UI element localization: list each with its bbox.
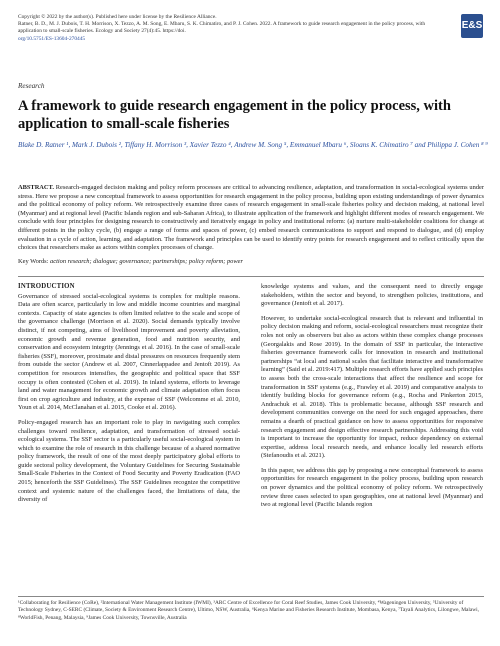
abstract-label: ABSTRACT. [18,184,54,191]
paragraph: However, to undertake social-ecological research that is relevant and influential in policy decision making and reform, social-ecological researchers must recognize their roles not only as observers but also as actors within these complex change processes (Georgalakis and Rose 2019). In the domain of SSF in particular, the interactive fisheries governance framework calls for innovation in research and institutional partnerships “at local and national scales that facilitate interactive and transformative learning” (Said et al. 2019:417). Multiple research efforts have applied such principles to assess both the cross-scale interactions that affect the resilience and scope for transformation in SSF systems (e.g., Frawley et al. 2019) and comparative analysis to identify building blocks for governance reform (e.g., Rocha and Pinkerton 2015, Andrachuk et al. 2018). This is problematic because, although SSF research and development communities converge on the need for such engaged approaches, there remains a dearth of practical guidance on how to assess opportunities for responsive research engagement and design effective research partnerships. Addressing this void is important to increase the opportunity for impact, reduce dependency on external expertise, address local research needs, and enhance locally led research efforts (Stefanoudis et al. 2021). [261,314,483,460]
author-list[interactable]: Blake D. Ratner ¹, Mark J. Dubois ², Tiffany H. Morrison ³, Xavier Tezzo ⁴, Andrew M. Song ⁵, Emmanuel Mbaru ⁶, Sloans K. Chimatiro ⁷ and Philippa J. Cohen ⁸ ⁹ [18,141,488,149]
section-label: Research [18,82,45,90]
citation-line: Ratner, B. D., M. J. Dubois, T. H. Morrison, X. Tezzo, A. M. Song, E. Mbaru, S. K. Chimatiro, and P. J. Cohen. 2022. A framework to guide research engagement in the policy process, with application to small-scale fisheries. Ecology and Society 27(4):45. https://doi. [18,21,426,35]
footnote-divider [18,596,484,597]
divider [18,276,484,277]
keywords-text: action research; dialogue; governance; partnerships; policy reform; power [50,258,243,265]
article-title: A framework to guide research engagement in the policy process, with application to small-scale fisheries [18,98,451,132]
paragraph: Governance of stressed social-ecological systems is complex for multiple reasons. Data are often scarce, particularly in low and middle income countries and marginal contexts. Capacity of state agencies is often limited relative to the scale and scope of the governance challenge (Morrison et al. 2020). Social demands typically involve distinct, if not competing, aims of livelihood improvement and poverty alleviation, economic growth and revenue generation, food and nutrition security, and conservation and ecosystem integrity (Jennings et al. 2016). In the case of small-scale fisheries (SSF), moreover, proximate and distal pressures on resources frequently stem from outside the sector (Andrew et al. 2007, Cinnerlappadee and Jentoft 2019). As competition for resources intensifies, the geographic and political space that SSF occupy is often contested (Cohen et al. 2019). In inland systems, efforts to leverage land and water management for economic growth and climate adaptation often focus first on crop agriculture and industry, at the expense of SSF (Welcomme et al. 2010, Youn et al. 2014, McClanahan et al. 2015, Cooke et al. 2016). [18,292,240,412]
affiliations-footnote: ¹Collaborating for Resilience (CoRe), ²International Water Management Institute (IWMI), ³ARC Centre of Excellence for Coral Reef Studies, James Cook University, ⁴Wageningen University, ⁵University of Technology Sydney, C-SERC (Climate, Society & Environment Research Centre), Ultimo, NSW, Australia, ⁶Kenya Marine and Fisheries Research Institute, Mombasa, Kenya, ⁷Tayali Analytics, Lilongwe, Malawi, ⁸WorldFish, Penang, Malaysia, ⁹James Cook University, Townsville, Australia [18,600,480,621]
journal-logo: E&S [461,14,483,38]
citation-header [18,14,438,43]
introduction-heading: INTRODUCTION [18,283,75,290]
paragraph: In this paper, we address this gap by proposing a new conceptual framework to assess opportunities for research engagement in the policy process, building upon research on power dynamics and the political economy of policy reform. We retrospectively review three cases selected to span geographies, one at national level (Myanmar) and two at regional level (Pacific Islands region [261,466,483,509]
abstract [18,184,484,253]
body-column-right [261,283,483,516]
copyright-line: Copyright © 2022 by the author(s). Published here under license by the Resilience Alliance. [18,14,217,20]
paragraph: knowledge systems and values, and the consequent need to directly engage stakeholders, within the sector and beyond, to strengthen policies, institutions, and governance (Jentoft et al. 2017). [261,283,483,308]
paragraph: Policy-engaged research has an important role to play in navigating such complex challenges toward resilience, adaptation, and transformation of stressed social-ecological systems. The SSF sector is a particularly useful social-ecological system in which to examine the role of research in this challenge because of a shared normative policy framework, the result of one of the most deeply participatory global efforts to guide sectoral policy development, the Voluntary Guidelines for Securing Sustainable Small-Scale Fisheries in the Context of Food Security and Poverty Eradication (FAO 2015; henceforth the SSF Guidelines). The SSF Guidelines recognize the competitive context and systemic nature of the challenges faced, the limitations of data, the diversity of [18,418,240,504]
doi-link[interactable]: org/10.5751/ES-13604-270445 [18,35,86,42]
abstract-text: Research-engaged decision making and policy reform processes are critical to advancing resilience, adaptation, and transformation in social-ecological systems under stress. Here we propose a new conceptual framework to assess opportunities for research engagement in the policy process, building upon existing understandings of power dynamics and the political economy of policy reform. We retrospectively examine three cases of research engagement in small-scale fisheries policy and decision making, at national level (Myanmar) and at regional level (Pacific Islands region and sub-Saharan Africa), to illustrate application of the framework and highlight different modes of research engagement. We conclude with four principles for designing research to constructively and iteratively engage in policy and institutional reform: (a) nurture multi-stakeholder coalitions for change at different points in the policy cycle, (b) engage a range of forms and spaces of power, (c) embed research communications to support and respond to dialogue, and (d) employ evaluation in a cycle of action, learning, and adaptation. The framework and principles can be used to identify entry points for research engagement and to reflect critically upon the choices that researchers make as actors within complex processes of change. [18,184,484,252]
keywords [18,258,484,267]
body-column-left [18,283,240,511]
keywords-label: Key Words: [18,258,49,265]
